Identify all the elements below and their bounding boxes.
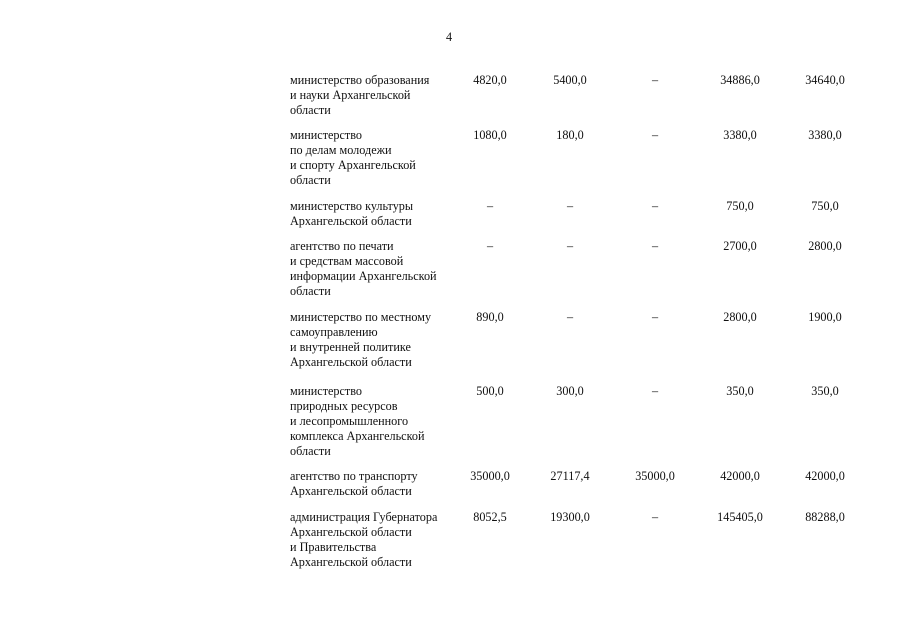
row-value: 88288,0 (805, 510, 845, 524)
row-value: 34886,0 (720, 73, 760, 87)
row-value: 350,0 (726, 384, 754, 398)
row-value: – (566, 310, 574, 324)
row-value: – (486, 199, 494, 213)
row-name: агентство по печати и средствам массовой информации Архангельской области (290, 239, 437, 298)
row-name: администрация Губернатора Архангельской области и Правительства Архангельской области (290, 510, 438, 569)
row-value: – (566, 199, 574, 213)
row-value: 300,0 (556, 384, 584, 398)
row-value: – (651, 73, 659, 87)
row-name: министерство образования и науки Архангельской области (290, 73, 430, 117)
row-value: 35000,0 (635, 469, 675, 483)
row-value: 1080,0 (473, 128, 507, 142)
row-value: – (566, 239, 574, 253)
row-value: 42000,0 (720, 469, 760, 483)
row-value: – (651, 199, 659, 213)
page-number: 4 (445, 30, 453, 44)
row-value: 890,0 (476, 310, 504, 324)
row-value: 5400,0 (553, 73, 587, 87)
row-value: 19300,0 (550, 510, 590, 524)
row-value: 8052,5 (473, 510, 507, 524)
row-name: министерство культуры Архангельской области (290, 199, 414, 228)
row-value: 350,0 (811, 384, 839, 398)
row-value: 145405,0 (717, 510, 763, 524)
row-value: – (486, 239, 494, 253)
row-value: 180,0 (556, 128, 584, 142)
row-value: 2800,0 (723, 310, 757, 324)
row-name: агентство по транспорту Архангельской области (290, 469, 418, 498)
row-value: 3380,0 (808, 128, 842, 142)
row-value: 1900,0 (808, 310, 842, 324)
row-value: – (651, 310, 659, 324)
row-value: – (651, 128, 659, 142)
row-value: – (651, 239, 659, 253)
row-name: министерство природных ресурсов и лесопромышленного комплекса Архангельской области (290, 384, 425, 458)
row-value: 3380,0 (723, 128, 757, 142)
row-value: 4820,0 (473, 73, 507, 87)
row-value: 35000,0 (470, 469, 510, 483)
row-value: 34640,0 (805, 73, 845, 87)
row-value: – (651, 510, 659, 524)
row-value: – (651, 384, 659, 398)
row-value: 500,0 (476, 384, 504, 398)
row-name: министерство по делам молодежи и спорту Архангельской области (290, 128, 416, 187)
row-value: 27117,4 (550, 469, 590, 483)
row-name: министерство по местному самоуправлению и внутренней политике Архангельской области (290, 310, 432, 369)
row-value: 2800,0 (808, 239, 842, 253)
row-value: 2700,0 (723, 239, 757, 253)
row-value: 42000,0 (805, 469, 845, 483)
row-value: 750,0 (726, 199, 754, 213)
row-value: 750,0 (811, 199, 839, 213)
